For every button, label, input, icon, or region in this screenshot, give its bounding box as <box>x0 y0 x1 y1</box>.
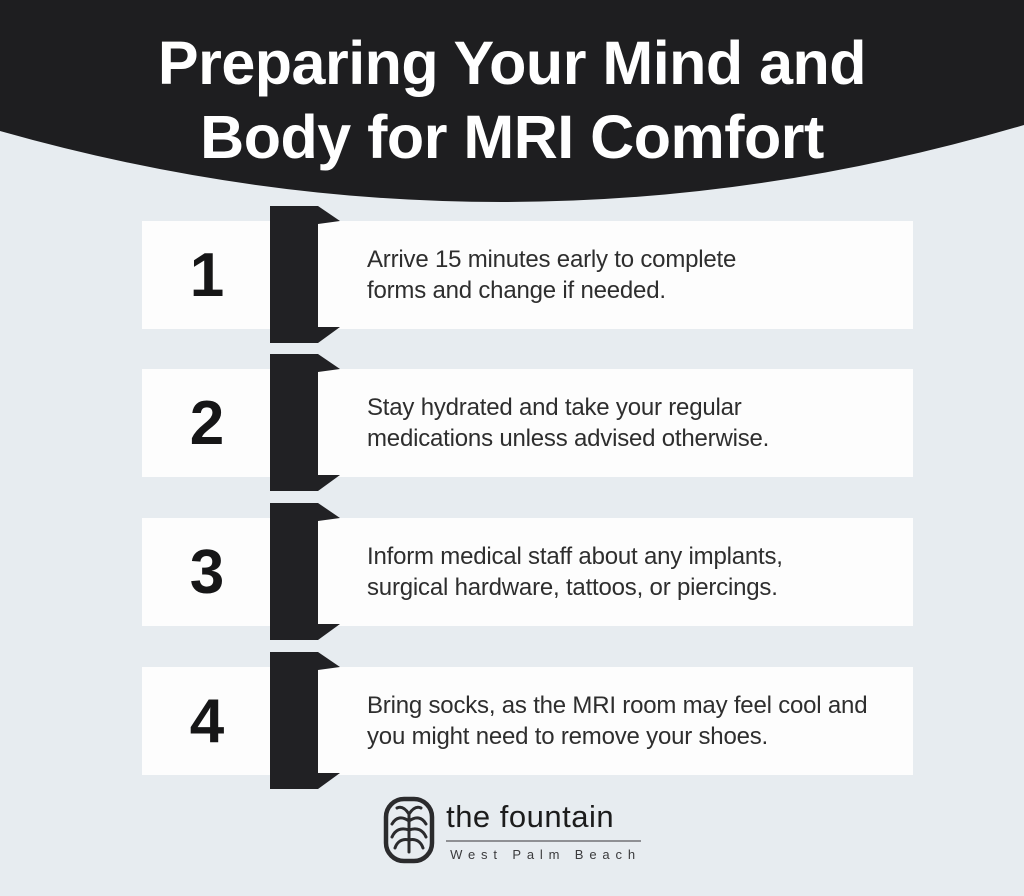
step-row-3 <box>142 503 913 641</box>
step-number: 2 <box>189 388 223 458</box>
step-text <box>367 667 867 775</box>
step-number: 3 <box>189 537 223 607</box>
title-line-1: Preparing Your Mind and <box>157 29 867 97</box>
step-text-line-1: Inform medical staff about any implants, <box>367 543 783 570</box>
step-text <box>367 221 736 329</box>
ribbon-accent <box>270 652 342 789</box>
fountain-tree-icon <box>383 796 435 864</box>
ribbon-accent <box>270 503 342 640</box>
brand-name: the fountain <box>446 799 641 842</box>
step-number: 1 <box>189 240 223 310</box>
step-text-line-2: surgical hardware, tattoos, or piercings. <box>367 574 778 601</box>
step-row-2 <box>142 354 913 492</box>
step-text-line-2: forms and change if needed. <box>367 277 666 304</box>
brand-logo <box>0 796 1024 864</box>
step-text-line-2: medications unless advised otherwise. <box>367 425 770 452</box>
brand-location: West Palm Beach <box>450 846 641 862</box>
title-line-2: Body for MRI Comfort <box>200 103 824 171</box>
step-text <box>367 518 783 626</box>
page-title <box>0 26 1024 174</box>
step-text <box>367 369 769 477</box>
step-row-4 <box>142 652 913 790</box>
ribbon-accent <box>270 206 342 343</box>
step-text-line-1: Bring socks, as the MRI room may feel cool and <box>367 692 868 719</box>
step-number: 4 <box>189 686 223 756</box>
brand-text-block <box>446 799 641 862</box>
ribbon-accent <box>270 354 342 491</box>
step-text-line-2: you might need to remove your shoes. <box>367 723 769 750</box>
step-text-line-1: Stay hydrated and take your regular <box>367 394 742 421</box>
step-text-line-1: Arrive 15 minutes early to complete <box>367 246 737 273</box>
step-row-1 <box>142 206 913 344</box>
